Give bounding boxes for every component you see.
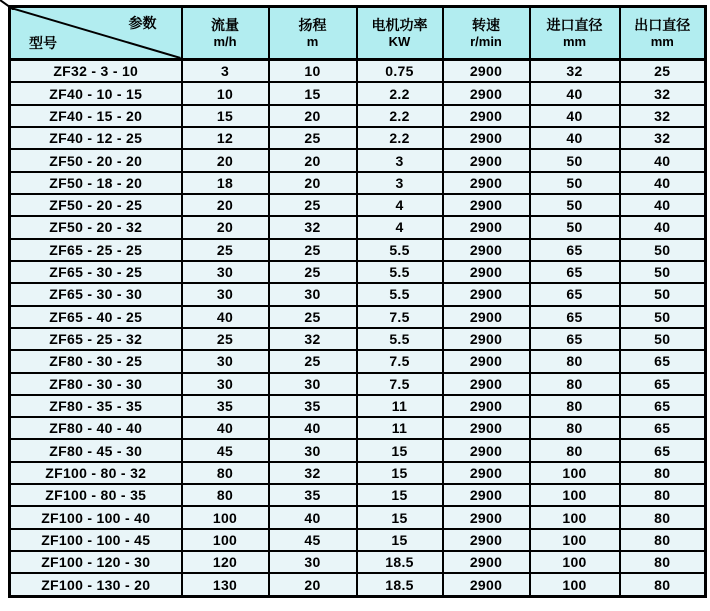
flow-cell: 100 (182, 529, 269, 551)
outlet-cell: 80 (620, 573, 706, 596)
head-cell: 25 (269, 194, 357, 216)
power-cell: 2.2 (357, 105, 443, 127)
power-cell: 11 (357, 395, 443, 417)
flow-cell: 12 (182, 127, 269, 149)
head-cell: 15 (269, 82, 357, 104)
model-cell: ZF80 - 35 - 35 (10, 395, 182, 417)
col-header-speed (443, 7, 530, 60)
inlet-cell: 40 (530, 105, 620, 127)
speed-cell: 2900 (443, 350, 530, 372)
model-cell: ZF80 - 30 - 25 (10, 350, 182, 372)
inlet-cell: 40 (530, 127, 620, 149)
inlet-cell: 65 (530, 328, 620, 350)
flow-cell: 80 (182, 462, 269, 484)
model-cell: ZF100 - 80 - 32 (10, 462, 182, 484)
col-title: 扬程 (298, 17, 327, 33)
corner-label-parameters: 参数 (128, 15, 157, 31)
inlet-cell: 100 (530, 551, 620, 573)
flow-cell: 20 (182, 194, 269, 216)
corner-label-model: 型号 (29, 35, 57, 51)
head-cell: 20 (269, 573, 357, 596)
head-cell: 25 (269, 261, 357, 283)
pump-spec-table (8, 5, 707, 598)
col-title: 流量 (211, 17, 239, 33)
col-unit: mm (562, 34, 587, 49)
power-cell: 5.5 (357, 328, 443, 350)
power-cell: 7.5 (357, 373, 443, 395)
table-row (10, 506, 706, 528)
inlet-cell: 80 (530, 439, 620, 461)
col-header-outlet-diameter (620, 7, 706, 60)
power-cell: 7.5 (357, 350, 443, 372)
power-cell: 18.5 (357, 573, 443, 596)
flow-cell: 20 (182, 149, 269, 171)
inlet-cell: 40 (530, 82, 620, 104)
flow-cell: 45 (182, 439, 269, 461)
table-row (10, 417, 706, 439)
outlet-cell: 80 (620, 529, 706, 551)
inlet-cell: 80 (530, 395, 620, 417)
table-row (10, 484, 706, 506)
model-cell: ZF65 - 25 - 25 (10, 239, 182, 261)
power-cell: 15 (357, 484, 443, 506)
col-header-motor-power (357, 7, 443, 60)
outlet-cell: 40 (620, 172, 706, 194)
head-cell: 35 (269, 484, 357, 506)
table-row (10, 127, 706, 149)
head-cell: 45 (269, 529, 357, 551)
inlet-cell: 100 (530, 462, 620, 484)
table-row (10, 573, 706, 596)
power-cell: 18.5 (357, 551, 443, 573)
inlet-cell: 100 (530, 529, 620, 551)
model-cell: ZF65 - 25 - 32 (10, 328, 182, 350)
power-cell: 0.75 (357, 60, 443, 83)
head-cell: 25 (269, 306, 357, 328)
outlet-cell: 50 (620, 261, 706, 283)
outlet-cell: 50 (620, 283, 706, 305)
outlet-cell: 50 (620, 306, 706, 328)
inlet-cell: 100 (530, 573, 620, 596)
speed-cell: 2900 (443, 127, 530, 149)
model-cell: ZF80 - 45 - 30 (10, 439, 182, 461)
col-title: 电机功率 (371, 17, 428, 33)
head-cell: 20 (269, 172, 357, 194)
inlet-cell: 65 (530, 261, 620, 283)
power-cell: 3 (357, 172, 443, 194)
model-cell: ZF40 - 12 - 25 (10, 127, 182, 149)
outlet-cell: 80 (620, 462, 706, 484)
table-row (10, 373, 706, 395)
table-row (10, 439, 706, 461)
head-cell: 20 (269, 105, 357, 127)
speed-cell: 2900 (443, 172, 530, 194)
model-cell: ZF100 - 130 - 20 (10, 573, 182, 596)
speed-cell: 2900 (443, 417, 530, 439)
outlet-cell: 50 (620, 239, 706, 261)
model-cell: ZF40 - 10 - 15 (10, 82, 182, 104)
inlet-cell: 65 (530, 306, 620, 328)
col-unit: KW (388, 34, 411, 49)
speed-cell: 2900 (443, 149, 530, 171)
outlet-cell: 80 (620, 484, 706, 506)
outlet-cell: 32 (620, 105, 706, 127)
table-row (10, 306, 706, 328)
speed-cell: 2900 (443, 261, 530, 283)
outlet-cell: 40 (620, 216, 706, 238)
flow-cell: 25 (182, 239, 269, 261)
table-row (10, 149, 706, 171)
outlet-cell: 40 (620, 149, 706, 171)
head-cell: 30 (269, 373, 357, 395)
speed-cell: 2900 (443, 194, 530, 216)
table-row (10, 194, 706, 216)
flow-cell: 3 (182, 60, 269, 83)
flow-cell: 25 (182, 328, 269, 350)
head-cell: 25 (269, 350, 357, 372)
power-cell: 4 (357, 216, 443, 238)
header-row (10, 7, 706, 60)
model-cell: ZF65 - 30 - 25 (10, 261, 182, 283)
speed-cell: 2900 (443, 529, 530, 551)
flow-cell: 100 (182, 506, 269, 528)
outlet-cell: 80 (620, 506, 706, 528)
model-cell: ZF100 - 120 - 30 (10, 551, 182, 573)
power-cell: 5.5 (357, 283, 443, 305)
outlet-cell: 25 (620, 60, 706, 83)
model-cell: ZF50 - 20 - 20 (10, 149, 182, 171)
head-cell: 20 (269, 149, 357, 171)
power-cell: 4 (357, 194, 443, 216)
outlet-cell: 50 (620, 328, 706, 350)
diagonal-corner-tick (0, 0, 14, 10)
speed-cell: 2900 (443, 506, 530, 528)
table-row (10, 216, 706, 238)
table-row (10, 105, 706, 127)
head-cell: 30 (269, 439, 357, 461)
col-title: 进口直径 (546, 17, 603, 33)
outlet-cell: 40 (620, 194, 706, 216)
flow-cell: 40 (182, 306, 269, 328)
col-unit: m/h (213, 34, 237, 49)
flow-cell: 10 (182, 82, 269, 104)
speed-cell: 2900 (443, 462, 530, 484)
speed-cell: 2900 (443, 573, 530, 596)
model-cell: ZF100 - 100 - 45 (10, 529, 182, 551)
col-unit: r/min (470, 34, 502, 49)
flow-cell: 40 (182, 417, 269, 439)
model-cell: ZF50 - 18 - 20 (10, 172, 182, 194)
power-cell: 11 (357, 417, 443, 439)
col-title: 转速 (472, 17, 500, 33)
outlet-cell: 32 (620, 82, 706, 104)
head-cell: 40 (269, 417, 357, 439)
flow-cell: 130 (182, 573, 269, 596)
head-cell: 32 (269, 328, 357, 350)
outlet-cell: 65 (620, 373, 706, 395)
speed-cell: 2900 (443, 306, 530, 328)
outlet-cell: 80 (620, 551, 706, 573)
inlet-cell: 65 (530, 239, 620, 261)
table-row (10, 551, 706, 573)
col-unit: mm (650, 34, 674, 49)
power-cell: 5.5 (357, 239, 443, 261)
speed-cell: 2900 (443, 283, 530, 305)
head-cell: 35 (269, 395, 357, 417)
outlet-cell: 32 (620, 127, 706, 149)
table-row (10, 395, 706, 417)
inlet-cell: 32 (530, 60, 620, 83)
model-cell: ZF50 - 20 - 32 (10, 216, 182, 238)
speed-cell: 2900 (443, 328, 530, 350)
outlet-cell: 65 (620, 350, 706, 372)
inlet-cell: 50 (530, 194, 620, 216)
table-row (10, 172, 706, 194)
outlet-cell: 65 (620, 439, 706, 461)
inlet-cell: 100 (530, 484, 620, 506)
inlet-cell: 100 (530, 506, 620, 528)
model-cell: ZF100 - 100 - 40 (10, 506, 182, 528)
head-cell: 25 (269, 239, 357, 261)
col-header-inlet-diameter (530, 7, 620, 60)
speed-cell: 2900 (443, 60, 530, 83)
table-row (10, 283, 706, 305)
speed-cell: 2900 (443, 82, 530, 104)
speed-cell: 2900 (443, 551, 530, 573)
speed-cell: 2900 (443, 439, 530, 461)
inlet-cell: 80 (530, 373, 620, 395)
head-cell: 30 (269, 283, 357, 305)
head-cell: 10 (269, 60, 357, 83)
speed-cell: 2900 (443, 373, 530, 395)
speed-cell: 2900 (443, 239, 530, 261)
table-row (10, 239, 706, 261)
model-cell: ZF80 - 30 - 30 (10, 373, 182, 395)
table-row (10, 261, 706, 283)
power-cell: 15 (357, 462, 443, 484)
head-cell: 25 (269, 127, 357, 149)
outlet-cell: 65 (620, 417, 706, 439)
inlet-cell: 80 (530, 417, 620, 439)
power-cell: 2.2 (357, 127, 443, 149)
table-row (10, 462, 706, 484)
speed-cell: 2900 (443, 395, 530, 417)
col-header-head (269, 7, 357, 60)
model-cell: ZF65 - 30 - 30 (10, 283, 182, 305)
flow-cell: 20 (182, 216, 269, 238)
inlet-cell: 80 (530, 350, 620, 372)
speed-cell: 2900 (443, 105, 530, 127)
power-cell: 15 (357, 439, 443, 461)
table-row (10, 350, 706, 372)
table-row (10, 529, 706, 551)
model-cell: ZF32 - 3 - 10 (10, 60, 182, 83)
flow-cell: 18 (182, 172, 269, 194)
corner-header-cell (10, 7, 182, 60)
inlet-cell: 50 (530, 149, 620, 171)
inlet-cell: 50 (530, 216, 620, 238)
col-header-flow (182, 7, 269, 60)
head-cell: 32 (269, 216, 357, 238)
flow-cell: 30 (182, 373, 269, 395)
table-row (10, 328, 706, 350)
model-cell: ZF100 - 80 - 35 (10, 484, 182, 506)
model-cell: ZF50 - 20 - 25 (10, 194, 182, 216)
head-cell: 30 (269, 551, 357, 573)
flow-cell: 30 (182, 261, 269, 283)
model-cell: ZF80 - 40 - 40 (10, 417, 182, 439)
head-cell: 32 (269, 462, 357, 484)
speed-cell: 2900 (443, 216, 530, 238)
flow-cell: 35 (182, 395, 269, 417)
inlet-cell: 50 (530, 172, 620, 194)
table-row (10, 82, 706, 104)
speed-cell: 2900 (443, 484, 530, 506)
power-cell: 15 (357, 529, 443, 551)
power-cell: 7.5 (357, 306, 443, 328)
col-title: 出口直径 (634, 17, 691, 33)
model-cell: ZF65 - 40 - 25 (10, 306, 182, 328)
flow-cell: 30 (182, 283, 269, 305)
power-cell: 15 (357, 506, 443, 528)
flow-cell: 80 (182, 484, 269, 506)
power-cell: 5.5 (357, 261, 443, 283)
flow-cell: 15 (182, 105, 269, 127)
flow-cell: 120 (182, 551, 269, 573)
table-row (10, 60, 706, 83)
power-cell: 2.2 (357, 82, 443, 104)
table-body (10, 60, 706, 597)
flow-cell: 30 (182, 350, 269, 372)
power-cell: 3 (357, 149, 443, 171)
head-cell: 40 (269, 506, 357, 528)
outlet-cell: 65 (620, 395, 706, 417)
inlet-cell: 65 (530, 283, 620, 305)
model-cell: ZF40 - 15 - 20 (10, 105, 182, 127)
col-unit: m (306, 34, 319, 49)
table-header (10, 7, 706, 60)
